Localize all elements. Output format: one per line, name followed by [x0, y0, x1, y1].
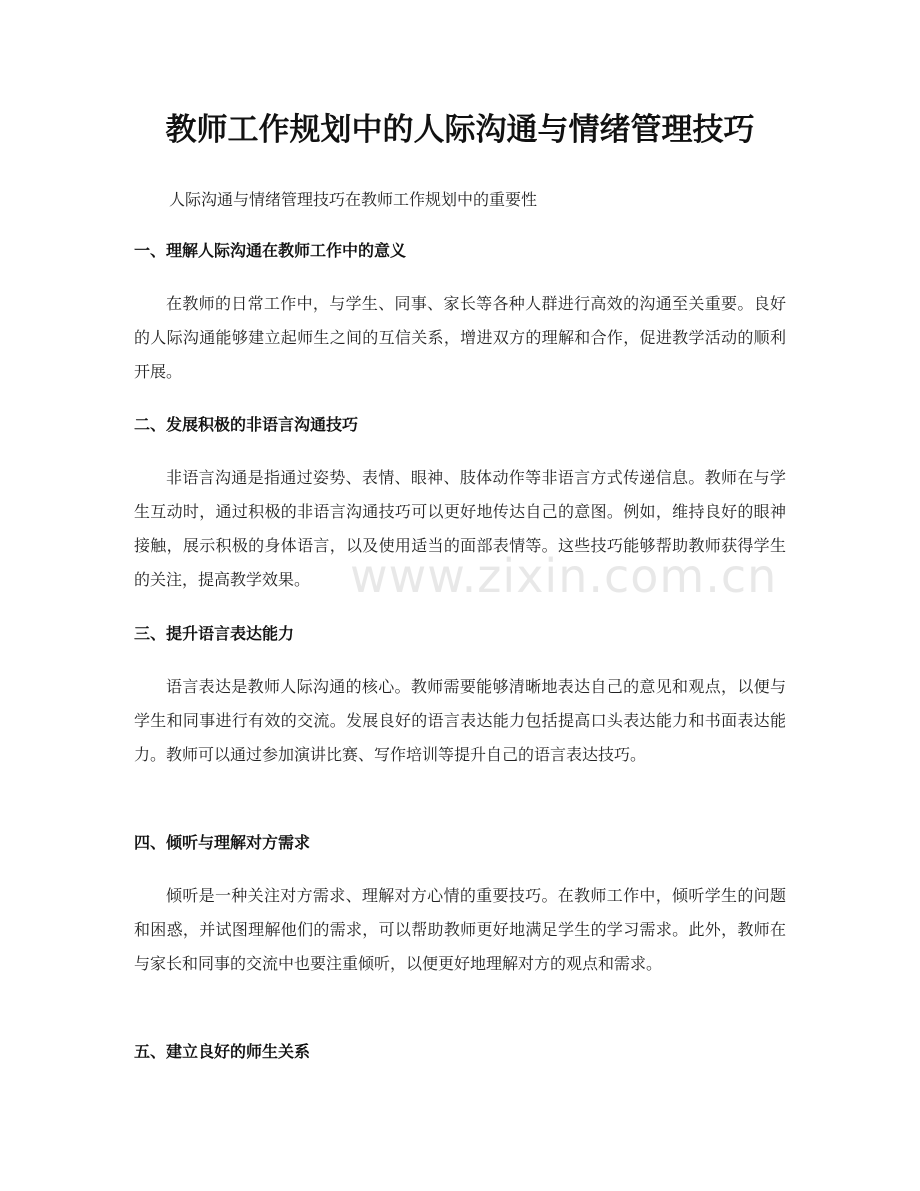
- document-title: 教师工作规划中的人际沟通与情绪管理技巧: [165, 112, 755, 148]
- section-body-4: 倾听是一种关注对方需求、理解对方心情的重要技巧。在教师工作中，倾听学生的问题和困惑，并试图理解他们的需求，可以帮助教师更好地满足学生的学习需求。此外，教师在与家长和同事的交流中也要注重倾听，以便更好地理解对方的观点和需求。: [134, 886, 786, 973]
- section-body-3: 语言表达是教师人际沟通的核心。教师需要能够清晰地表达自己的意见和观点，以便与学生和同事进行有效的交流。发展良好的语言表达能力包括提高口头表达能力和书面表达能力。教师可以通过参加演讲比赛、写作培训等提升自己的语言表达技巧。: [134, 677, 786, 764]
- watermark: www.zixin.com.cn: [350, 549, 778, 603]
- section-heading-5: 五、建立良好的师生关系: [134, 1042, 311, 1061]
- section-body-1: 在教师的日常工作中，与学生、同事、家长等各种人群进行高效的沟通至关重要。良好的人际沟通能够建立起师生之间的互信关系，增进双方的理解和合作，促进教学活动的顺利开展。: [134, 294, 786, 381]
- section-body-2: 非语言沟通是指通过姿势、表情、眼神、肢体动作等非语言方式传递信息。教师在与学生互动时，通过积极的非语言沟通技巧可以更好地传达自己的意图。例如，维持良好的眼神接触，展示积极的身体语言，以及使用适当的面部表情等。这些技巧能够帮助教师获得学生的关注，提高教学效果。: [134, 468, 786, 589]
- section-heading-1: 一、理解人际沟通在教师工作中的意义: [134, 241, 407, 260]
- section-heading-2: 二、发展积极的非语言沟通技巧: [134, 415, 359, 434]
- document-subtitle: 人际沟通与情绪管理技巧在教师工作规划中的重要性: [169, 190, 538, 209]
- section-heading-4: 四、倾听与理解对方需求: [134, 833, 311, 852]
- section-heading-3: 三、提升语言表达能力: [134, 624, 295, 643]
